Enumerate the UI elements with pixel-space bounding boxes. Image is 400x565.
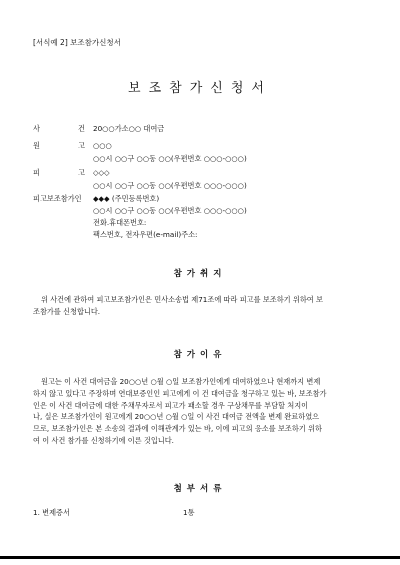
case-value: 20○○가소○○ 대여금 bbox=[93, 124, 165, 133]
purpose-paragraph bbox=[33, 294, 373, 318]
plaintiff-name: ○○○ bbox=[93, 141, 112, 150]
case-label-b: 건 bbox=[78, 124, 85, 133]
defendant-label-b: 고 bbox=[78, 168, 85, 177]
reason-line: 하지 않고 있다고 주장하며 연대보증인인 피고에게 이 건 대여금을 청구하고 있는 바, 보조참가 bbox=[33, 388, 327, 398]
reason-line: 원고는 이 사건 대여금을 20○○년 ○월 ○일 보조참가인에게 대여하였으나 현재까지 변제 bbox=[41, 377, 321, 386]
purpose-heading: 참가취지 bbox=[173, 269, 227, 279]
reason-line: 여 이 사건 참가를 신청하기에 이른 것입니다. bbox=[33, 435, 174, 445]
bottom-rule bbox=[0, 556, 400, 559]
reason-paragraph bbox=[33, 376, 373, 447]
purpose-line: 조참가를 신청합니다. bbox=[33, 306, 101, 316]
document-title: 보조참가신청서 bbox=[128, 81, 272, 96]
attachments-heading: 첨부서류 bbox=[173, 484, 227, 494]
plaintiff-label-a: 원 bbox=[33, 141, 40, 150]
defendant-label-a: 피 bbox=[33, 168, 40, 177]
defendant-address: ○○시 ○○구 ○○동 ○○(우편번호 ○○○-○○○) bbox=[93, 181, 247, 190]
reason-heading: 참가이유 bbox=[173, 350, 227, 360]
defendant-name: ◇◇◇ bbox=[93, 168, 110, 177]
purpose-line: 위 사건에 관하여 피고보조참가인은 민사소송법 제71조에 따라 피고를 보조하기 위하여 보 bbox=[41, 295, 323, 304]
intervenor-phone: 전화.휴대폰번호: bbox=[93, 218, 147, 227]
intervenor-name: ◆◆◆ (주민등록번호) bbox=[93, 194, 160, 203]
reason-line: 인은 이 사건 대여금에 대한 주채무자로서 피고가 패소할 경우 구상채무를 부담할 처지이 bbox=[33, 400, 309, 410]
intervenor-label: 피고보조참가인 bbox=[33, 194, 82, 203]
case-label-a: 사 bbox=[33, 124, 40, 133]
attachment-item: 1. 변제증서 bbox=[33, 508, 70, 517]
reason-line: 나, 실은 보조참가인이 원고에게 20○○년 ○월 ○일 이 사건 대여금 전액을 변제 완료하였으 bbox=[33, 412, 320, 422]
form-number: [서식예 2] 보조참가신청서 bbox=[33, 38, 121, 47]
reason-line: 므로, 보조참가인은 본 소송의 결과에 이해관계가 있는 바, 이에 피고의 응소를 보조하기 위하 bbox=[33, 424, 322, 434]
attachment-quantity: 1통 bbox=[183, 508, 195, 517]
intervenor-fax: 팩스번호, 전자우편(e-mail)주소: bbox=[93, 230, 198, 239]
plaintiff-address: ○○시 ○○구 ○○동 ○○(우편번호 ○○○-○○○) bbox=[93, 154, 247, 163]
plaintiff-label-b: 고 bbox=[78, 141, 85, 150]
intervenor-address: ○○시 ○○구 ○○동 ○○(우편번호 ○○○-○○○) bbox=[93, 206, 247, 215]
